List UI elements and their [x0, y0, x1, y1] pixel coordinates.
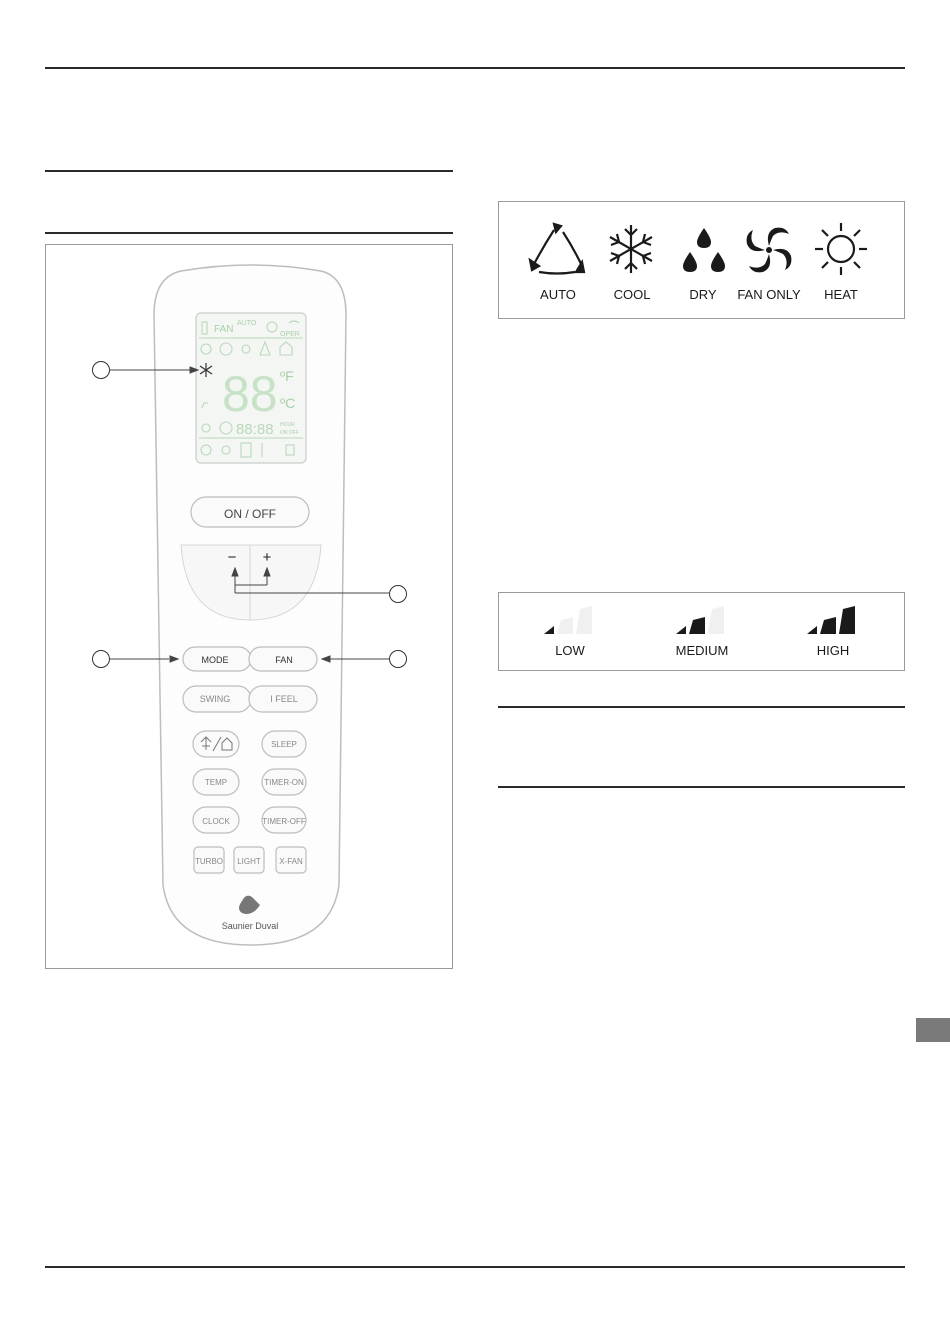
mode-icons-figure: [498, 201, 905, 319]
speed-bars-low: [538, 606, 592, 634]
mode-label-auto: AUTO: [540, 287, 576, 302]
speed-label-low: LOW: [555, 643, 585, 658]
timer-on-button-label: TIMER-ON: [264, 778, 304, 787]
speed-bar: [708, 606, 724, 634]
lcd-unit-f: ºF: [280, 368, 294, 384]
xfan-button-label: X-FAN: [279, 857, 303, 866]
left-section-rule-2: [45, 232, 453, 234]
speed-bar: [820, 617, 836, 634]
speed-bar: [670, 626, 686, 634]
speed-label-medium: MEDIUM: [675, 643, 729, 658]
snowflake-icon: [610, 225, 652, 273]
remote-illustration: [46, 245, 452, 968]
mode-label-cool: COOL: [613, 287, 651, 302]
header-rule: [45, 67, 905, 69]
fan-speed-figure: [498, 592, 905, 671]
page-tab-marker: [916, 1018, 950, 1042]
lcd-oper-text: OPER: [280, 331, 300, 338]
speed-bar: [538, 626, 554, 634]
speed-label-high: HIGH: [816, 643, 850, 658]
right-section-rule-2: [498, 786, 905, 788]
footer-rule: [45, 1266, 905, 1268]
fan-icon: [747, 228, 792, 273]
light-button-label: LIGHT: [237, 857, 261, 866]
speed-bars-medium: [670, 606, 724, 634]
plus-button[interactable]: +: [262, 549, 272, 566]
brand-name: Saunier Duval: [221, 921, 279, 931]
callout-marker-mode: [92, 650, 110, 668]
fan-button-label: FAN: [275, 655, 293, 665]
speed-bar: [576, 606, 592, 634]
callout-marker-fan: [389, 650, 407, 668]
mode-label-fan-only: FAN ONLY: [737, 287, 801, 302]
lcd-fan-text: FAN: [214, 324, 234, 335]
onoff-button-label: ON / OFF: [224, 507, 276, 521]
speed-bars-high: [801, 606, 855, 634]
lcd-temp-digits: 88: [222, 366, 278, 422]
left-section-rule-1: [45, 170, 453, 172]
callout-marker-lcd: [92, 361, 110, 379]
speed-bar: [801, 626, 817, 634]
mode-label-heat: HEAT: [824, 287, 858, 302]
mode-button-label: MODE: [201, 655, 229, 665]
lcd-hour-text: HOUR: [280, 422, 295, 428]
speed-bar: [557, 617, 573, 634]
ifeel-button-label: I FEEL: [270, 694, 298, 704]
droplets-icon: [683, 228, 725, 272]
callout-marker-temp: [389, 585, 407, 603]
lcd-unit-c: ºC: [280, 395, 296, 411]
swing-button-label: SWING: [199, 694, 231, 704]
sun-icon: [815, 223, 867, 275]
lcd-auto-text: AUTO: [237, 320, 257, 327]
timer-off-button-label: TIMER-OFF: [262, 817, 306, 826]
lcd-onoff-text: ON OFF: [280, 430, 299, 436]
remote-figure: [45, 244, 453, 969]
speed-bar: [839, 606, 855, 634]
auto-cycle-icon: [530, 224, 584, 274]
sleep-button-label: SLEEP: [271, 740, 297, 749]
right-section-rule-1: [498, 706, 905, 708]
lcd-clock-digits: 88:88: [236, 421, 274, 438]
clock-button-label: CLOCK: [202, 817, 230, 826]
turbo-button-label: TURBO: [195, 857, 223, 866]
mode-label-dry: DRY: [689, 287, 717, 302]
minus-button[interactable]: −: [227, 549, 237, 566]
speed-bar: [689, 617, 705, 634]
temp-button-label: TEMP: [204, 778, 228, 787]
